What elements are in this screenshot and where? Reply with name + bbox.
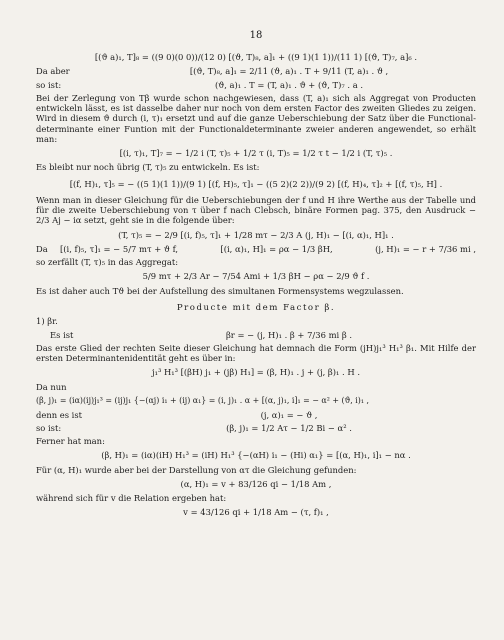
equation: [(ϑ, T)₈, a]₁ = 2/11 (ϑ, a)₁ . T + 9/11 (T, a)₁ . ϑ , [189, 66, 389, 77]
page [36, 30, 476, 522]
paragraph: Es bleibt nur noch übrig (T, τ)₅ zu entwickeln. Es ist: [36, 162, 260, 173]
equation-label: Da [36, 243, 48, 254]
paragraph: so zerfällt (T, τ)₅ in das Aggregat: [36, 257, 179, 268]
equation-row [36, 410, 476, 420]
section-heading: Producte mit dem Factor β. [176, 302, 336, 313]
equation: [(i, τ)₁, T]₇ = − 1/2 i (T, τ)₅ + 1/2 τ (i, T)₅ = 1/2 τ t − 1/2 i (T, τ)₅ . [119, 148, 393, 159]
equation-row [36, 80, 476, 90]
equation-label: so ist: [36, 79, 62, 90]
equation: [(i, f)₅, τ]₁ = − 5/7 mτ + ϑ f, [60, 243, 179, 254]
equation-row [36, 423, 476, 433]
paragraph: Wenn man in dieser Gleichung für die Ueberschiebungen der f und H ihre Werthe aus der Tabelle und für die zweite Ueberschiebung von τ über f nach Clebsch, binäre Formen pag. 375, den Ausdruck − 2/3 Aj − iα setzt, geht sie in die folgende über: [36, 194, 476, 226]
equation-label: Da aber [36, 66, 70, 77]
equation: (j, H)₁ = − r + 7/36 mi , [375, 243, 476, 254]
item-label: 1) βr. [36, 316, 58, 327]
equation: [(i, α)₁, H]₁ = ρα − 1/3 βH, [220, 243, 333, 254]
equation-label: denn es ist [36, 409, 83, 420]
paragraph: Ferner hat man: [36, 436, 105, 447]
paragraph: Bei der Zerlegung von Tβ wurde schon nachgewiesen, dass (T, a)₁ sich als Aggregat von Producten entwickeln lässt, es ist dasselbe daher nur noch von dem ersten Factor des zweiten Gliedes zu zeigen. Wird in diesem ϑ durch (i, τ)₁ ersetzt und auf die ganze Ueberschiebung der Satz über die Functional-determinante einer Funtion mit der Functionaldeterminante zweier anderen angewendet, so erhält man: [36, 92, 476, 144]
paragraph: Für (α, H)₁ wurde aber bei der Darstellung von ατ die Gleichung gefunden: [36, 464, 357, 475]
equation: (α, H)₁ = v + 83/126 qi − 1/18 Am , [180, 478, 332, 489]
equation: (β, j)₁ = 1/2 Aτ − 1/2 Bi − α² . [226, 422, 352, 433]
equation: (j, α)₁ = − ϑ , [260, 409, 318, 420]
equation: v = 43/126 qi + 1/18 Am − (τ, f)₁ , [183, 507, 329, 518]
paragraph: Das erste Glied der rechten Seite dieser Gleichung hat demnach die Form (jH)j₁³ H₁³ β₁. Mit Hilfe der ersten Determinantenidentität geht es über in: [36, 342, 476, 364]
equation: [(ϑ a)₁, T]₈ = ((9 0)(0 0))/(12 0) [(ϑ, T)₈, a]₁ + ((9 1)(1 1))/(11 1) [(ϑ, T)₇, a]₆ . [94, 52, 418, 63]
equation-row [36, 244, 476, 254]
equation-row [36, 330, 476, 340]
equation: j₁³ H₁³ [(βH) j₁ + (jβ) H₁] = (β, H)₁ . j + (j, β)₁ . H . [151, 367, 361, 378]
equation: (T, τ)₅ = − 2/9 [(i, f)₅, τ]₁ + 1/28 mτ − 2/3 A (j, H)₁ − [(i, α)₁, H]₁ . [118, 229, 394, 240]
equation-row [36, 66, 476, 76]
equation: (ϑ, a)₁ . T = (T, a)₁ . ϑ + (ϑ, T)₇ . a . [214, 79, 364, 90]
equation: 5/9 mτ + 2/3 Ar − 7/54 Ami + 1/3 βH − ρα − 2/9 ϑ f . [142, 271, 370, 282]
paragraph: Es ist daher auch Tϑ bei der Aufstellung des simultanen Formensystems wegzulassen. [36, 285, 404, 296]
equation-label: Da nun [36, 381, 67, 392]
equation-label: so ist: [36, 422, 62, 433]
equation: [(f, H)₁, τ]₅ = − ((5 1)(1 1))/(9 1) [(f, H)₅, τ]₁ − ((5 2)(2 2))/(9 2) [(f, H)₄, τ]₂ + [(f, τ)₅, H] . [69, 178, 443, 189]
page-number: 18 [249, 30, 263, 41]
equation: βr = − (j, H)₁ . β + 7/36 mi β . [225, 329, 353, 340]
equation: (β, H)₁ = (iα)(iH) H₁³ = (iH) H₁³ {−(αH) i₁ − (Hi) α₁} = [(α, H)₁, i]₁ − nα . [101, 450, 411, 461]
equation: (β, j)₁ = (iα)(ij)j₁³ = (ij)j₁ {−(αj) i₁ + (ij) α₁} = (i, j)₁ . α + [(α, j)₁, i]₁ = − α² + (ϑ, i)₁ , [36, 395, 370, 405]
equation-label: Es ist [50, 329, 74, 340]
paragraph: während sich für v die Relation ergeben hat: [36, 493, 227, 504]
